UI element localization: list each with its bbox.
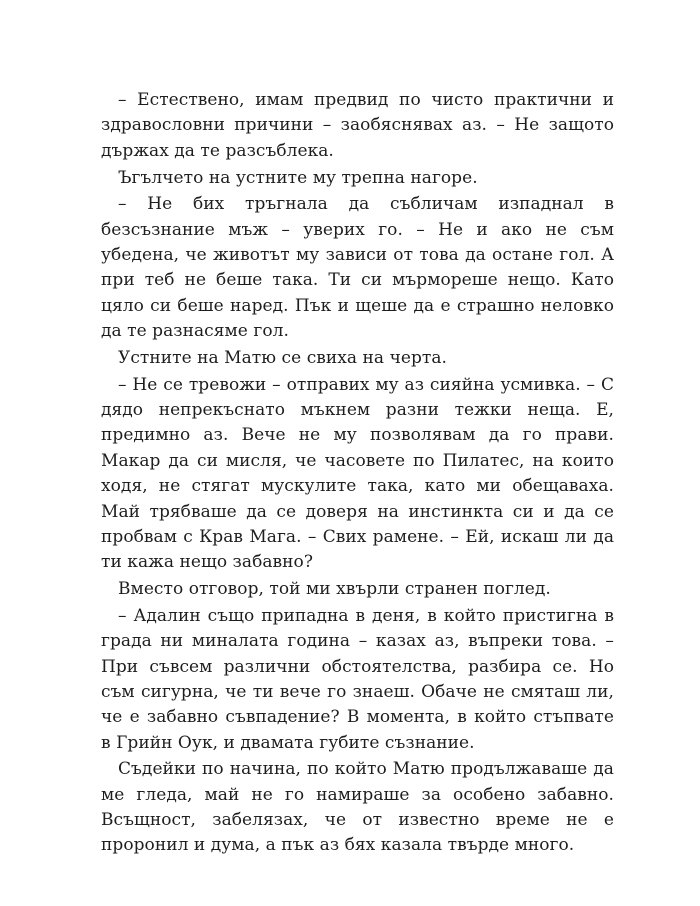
- paragraph: – Не се тревожи – отправих му аз сияйна усмивка. – С дядо непрекъснато мъкнем разни тежки неща. Е, предимно аз. Вече не му позволявам да го прави. Макар да си мисля, че часовете по Пилатес, на които ходя, не стягат мускулите така, като ми обещаваха. Май трябваше да се доверя на инстинкта си и да се пробвам с Крав Мага. – Свих рамене. – Ей, искаш ли да ти кажа нещо забавно?: [101, 374, 614, 573]
- paragraph: – Адалин също припадна в деня, в който пристигна в града ни миналата година – казах аз, въпреки това. – При съвсем различни обстоятелства, разбира се. Но съм сигурна, че ти вече го знаеш. Обаче не смяташ ли, че е забавно съвпадение? В момента, в който стъпвате в Грийн Оук, и двамата губите съзнание.: [101, 605, 614, 753]
- paragraph: Съдейки по начина, по който Матю продължаваше да ме гледа, май не го намираше за особено забавно. Всъщност, забелязах, че от известно време не е проронил и дума, а пък аз бях казала твърде много.: [101, 759, 614, 856]
- paragraph: Устните на Матю се свиха на черта.: [118, 347, 447, 368]
- paragraph: – Не бих тръгнала да събличам изпаднал в безсъзнание мъж – уверих го. – Не и ако не съм убедена, че животът му зависи от това да остане гол. А при теб не беше така. Ти си мърмореше нещо. Като цяло си беше наред. Пък и щеше да е страшно неловко да те разнасяме гол.: [101, 194, 614, 342]
- paragraph: Ъгълчето на устните му трепна нагоре.: [118, 167, 478, 188]
- paragraph: Вместо отговор, той ми хвърли странен поглед.: [118, 579, 551, 600]
- paragraph: – Естествено, имам предвид по чисто практични и здравословни причини – заобяснявах аз. – Не защото държах да те разсъблека.: [101, 90, 614, 161]
